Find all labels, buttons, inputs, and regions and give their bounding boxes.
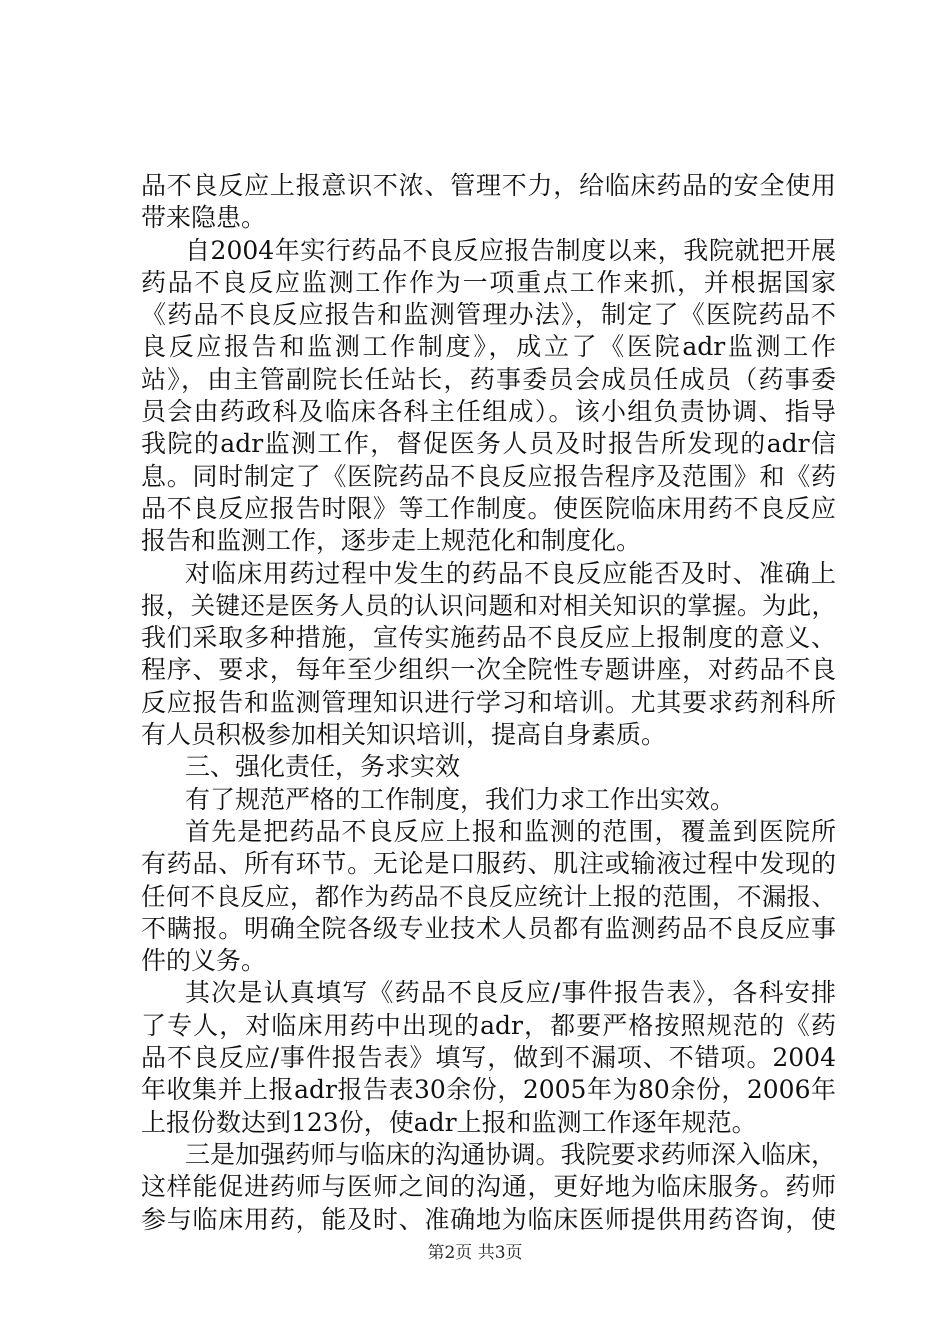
text-line: 品不良反应/事件报告表》填写，做到不漏项、不错项。2004 <box>141 1043 836 1073</box>
text-line: 任何不良反应，都作为药品不良反应统计上报的范围，不漏报、 <box>141 881 836 911</box>
text-line: 品不良反应上报意识不浓、管理不力，给临床药品的安全使用 <box>141 171 836 200</box>
text-line: 报，关键还是医务人员的认识问题和对相关知识的掌握。为此， <box>141 590 836 620</box>
text-line: 年收集并上报adr报告表30余份，2005年为80余份，2006年 <box>141 1075 836 1105</box>
text-line: 三、强化责任，务求实效 <box>185 752 461 782</box>
text-line: 了专人，对临床用药中出现的adr，都要严格按照规范的《药 <box>141 1010 836 1040</box>
text-line: 程序、要求，每年至少组织一次全院性专题讲座，对药品不良 <box>141 655 836 685</box>
text-line: 件的义务。 <box>141 946 267 976</box>
text-line: 首先是把药品不良反应上报和监测的范围，覆盖到医院所 <box>185 816 836 846</box>
text-line: 不瞒报。明确全院各级专业技术人员都有监测药品不良反应事 <box>141 913 836 943</box>
text-line: 员会由药政科及临床各科主任组成）。该小组负责协调、指导 <box>141 397 836 427</box>
text-line: 药品不良反应监测工作作为一项重点工作来抓，并根据国家 <box>141 267 836 297</box>
text-line: 良反应报告和监测工作制度》，成立了《医院adr监测工作 <box>141 332 836 362</box>
text-line: 站》，由主管副院长任站长，药事委员会成员任成员（药事委 <box>141 364 836 394</box>
text-line: 带来隐患。 <box>141 203 267 233</box>
text-line: 三是加强药师与临床的沟通协调。我院要求药师深入临床， <box>185 1139 836 1169</box>
text-line: 品不良反应报告时限》等工作制度。使医院临床用药不良反应 <box>141 493 836 523</box>
text-line: 反应报告和监测管理知识进行学习和培训。尤其要求药剂科所 <box>141 687 836 717</box>
text-line: 其次是认真填写《药品不良反应/事件报告表》，各科安排 <box>185 978 836 1008</box>
text-line: 有药品、所有环节。无论是口服药、肌注或输液过程中发现的 <box>141 849 836 879</box>
text-line: 报告和监测工作，逐步走上规范化和制度化。 <box>141 526 642 556</box>
text-line: 有了规范严格的工作制度，我们力求工作出实效。 <box>185 784 736 814</box>
text-line: 上报份数达到123份，使adr上报和监测工作逐年规范。 <box>141 1107 757 1137</box>
text-line: 我们采取多种措施，宣传实施药品不良反应上报制度的意义、 <box>141 623 836 653</box>
text-line: 自2004年实行药品不良反应报告制度以来，我院就把开展 <box>185 235 836 265</box>
text-line: 有人员积极参加相关知识培训，提高自身素质。 <box>141 720 667 750</box>
text-line: 参与临床用药，能及时、准确地为临床医师提供用药咨询，使 <box>141 1204 836 1234</box>
document-body <box>141 170 836 1236</box>
text-line: 我院的adr监测工作，督促医务人员及时报告所发现的adr信 <box>141 429 836 459</box>
page-footer: 第2页 共3页 <box>427 1243 523 1263</box>
text-line: 这样能促进药师与医师之间的沟通，更好地为临床服务。药师 <box>141 1172 836 1202</box>
text-line: 对临床用药过程中发生的药品不良反应能否及时、准确上 <box>185 558 836 588</box>
text-line: 息。同时制定了《医院药品不良反应报告程序及范围》和《药 <box>141 461 836 491</box>
text-line: 《药品不良反应报告和监测管理办法》，制定了《医院药品不 <box>141 300 836 330</box>
